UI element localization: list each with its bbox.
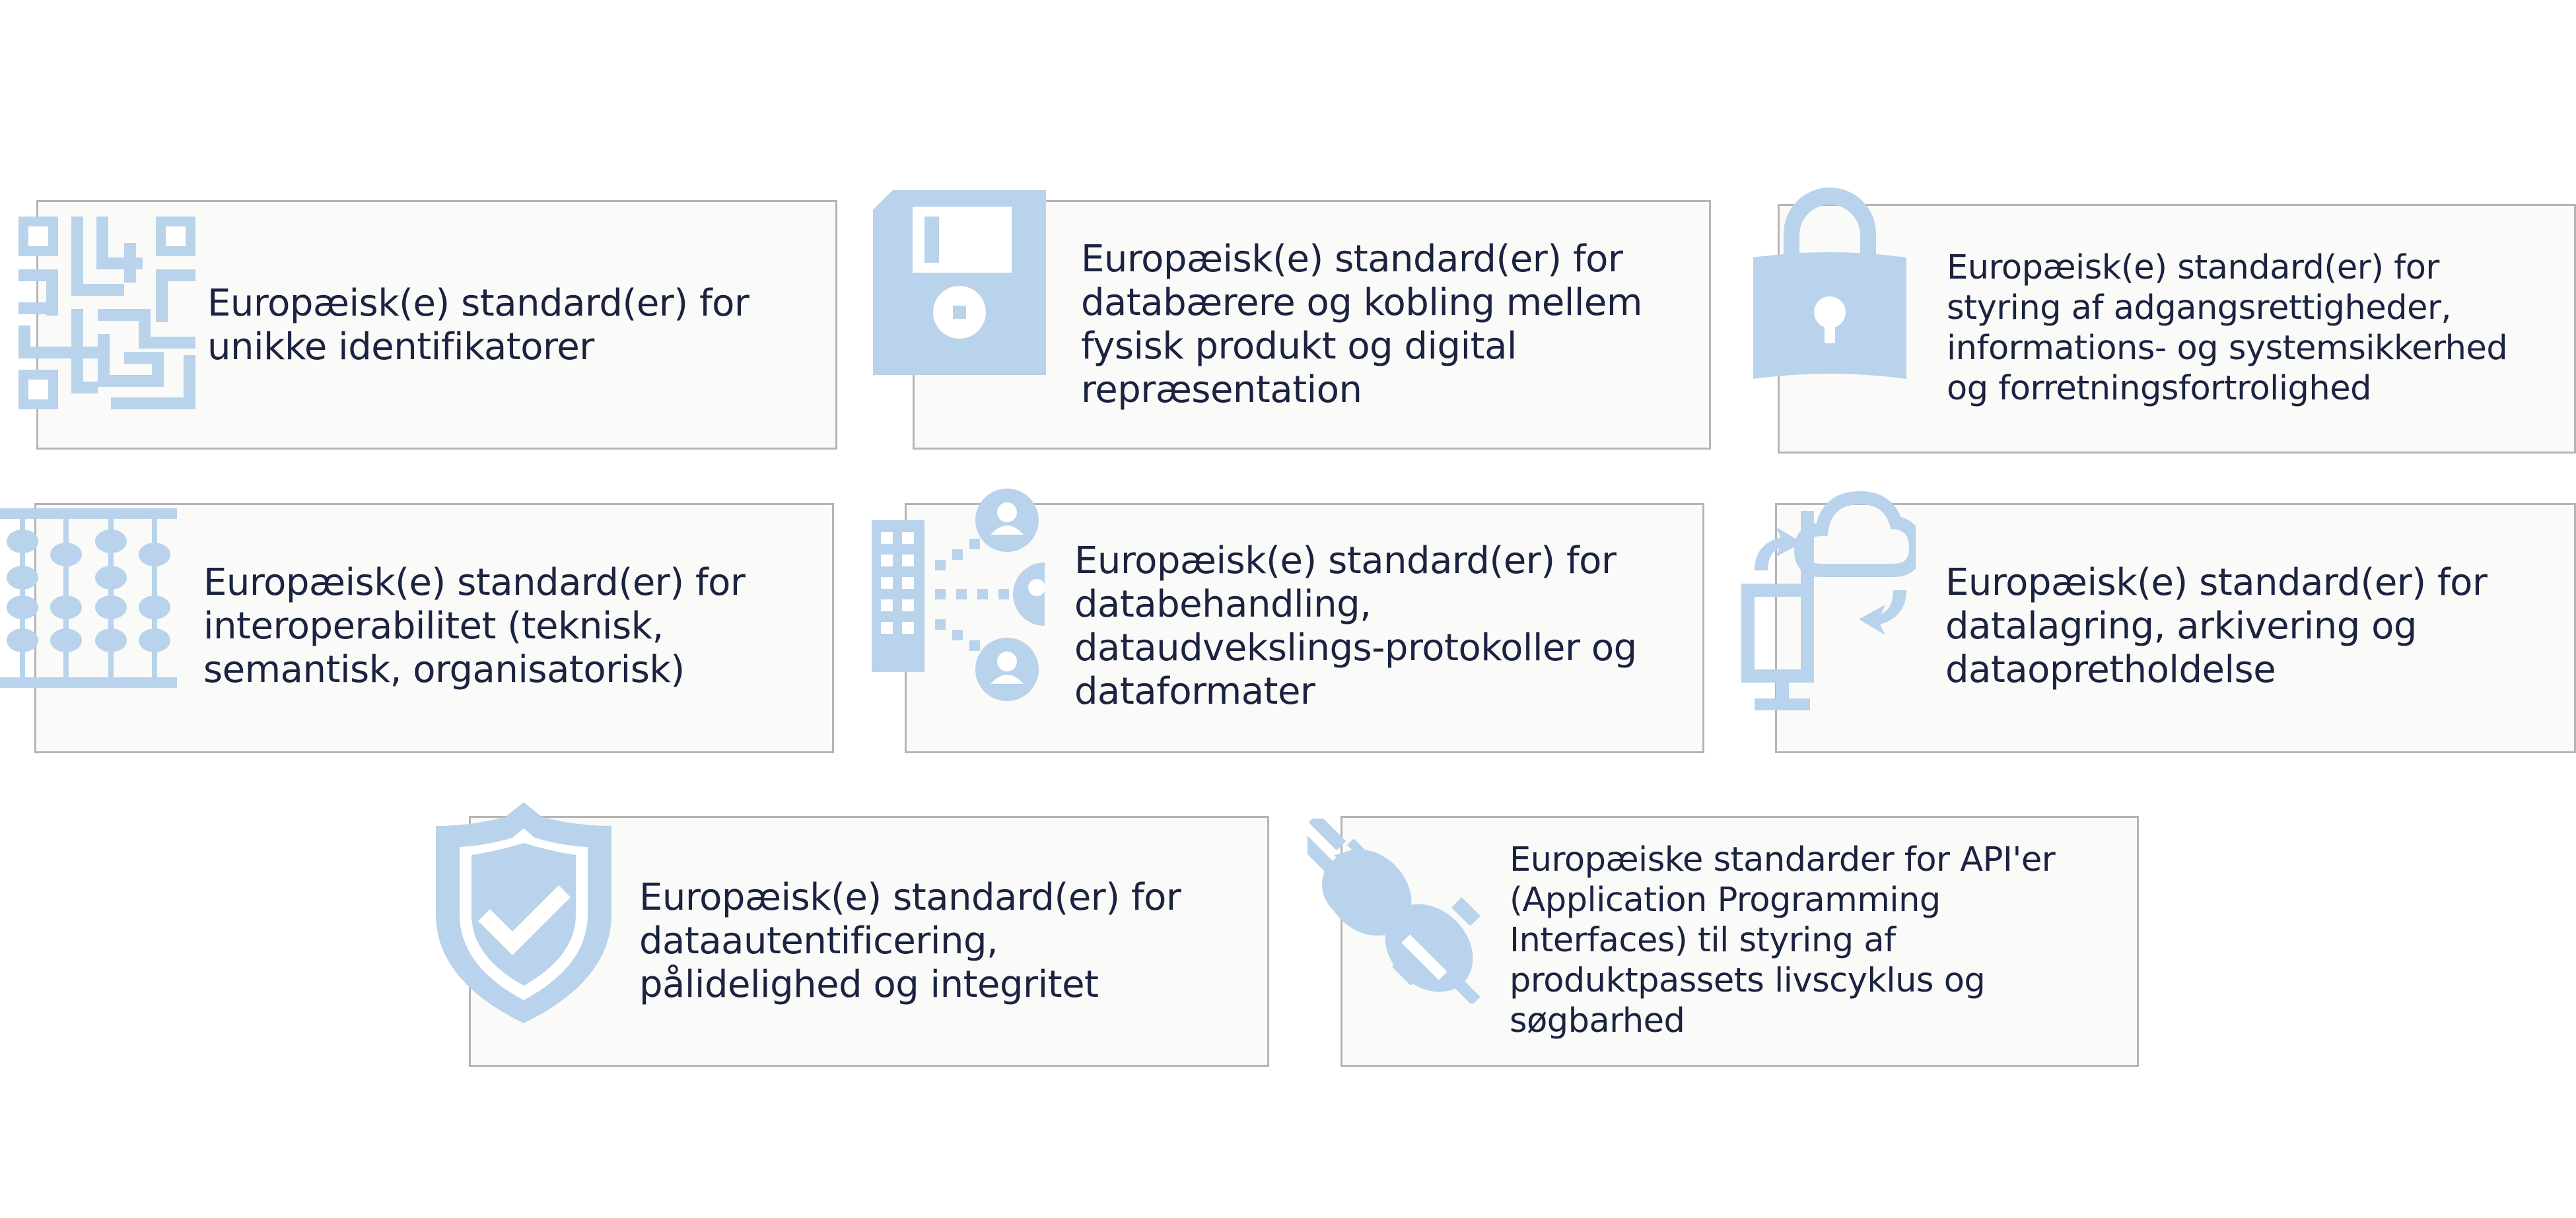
card-label: Europæiske standarder for API'er (Application Programming Interfaces) til styring af produktpassets livscyklus og søgbarhed bbox=[1510, 840, 2056, 1040]
qr-code-icon bbox=[18, 217, 195, 409]
card-label: Europæisk(e) standard(er) for interoperabilitet (teknisk, semantisk, organisatorisk) bbox=[203, 561, 746, 691]
floppy-disk-icon bbox=[873, 190, 1046, 375]
shield-check-icon bbox=[436, 802, 611, 1023]
plug-icon bbox=[1307, 819, 1484, 1003]
cloud-sync-icon bbox=[1741, 485, 1916, 710]
card-label: Europæisk(e) standard(er) for databehandling, dataudvekslings-protokoller og dataformater bbox=[1074, 539, 1637, 713]
card-label: Europæisk(e) standard(er) for datalagring, arkivering og dataopretholdelse bbox=[1945, 561, 2488, 691]
card-label: Europæisk(e) standard(er) for dataautentificering, pålidelighed og integritet bbox=[639, 876, 1181, 1006]
card-label: Europæisk(e) standard(er) for unikke identifikatorer bbox=[207, 282, 749, 368]
card-label: Europæisk(e) standard(er) for styring af adgangsrettigheder, informations- og systemsikkerhed og forretningsfortrolighed bbox=[1947, 248, 2508, 408]
padlock-icon bbox=[1753, 184, 1906, 383]
abacus-icon bbox=[0, 508, 177, 688]
data-sharing-icon bbox=[872, 489, 1045, 701]
card-label: Europæisk(e) standard(er) for databærere og kobling mellem fysisk produkt og digital repræsentation bbox=[1081, 238, 1642, 411]
